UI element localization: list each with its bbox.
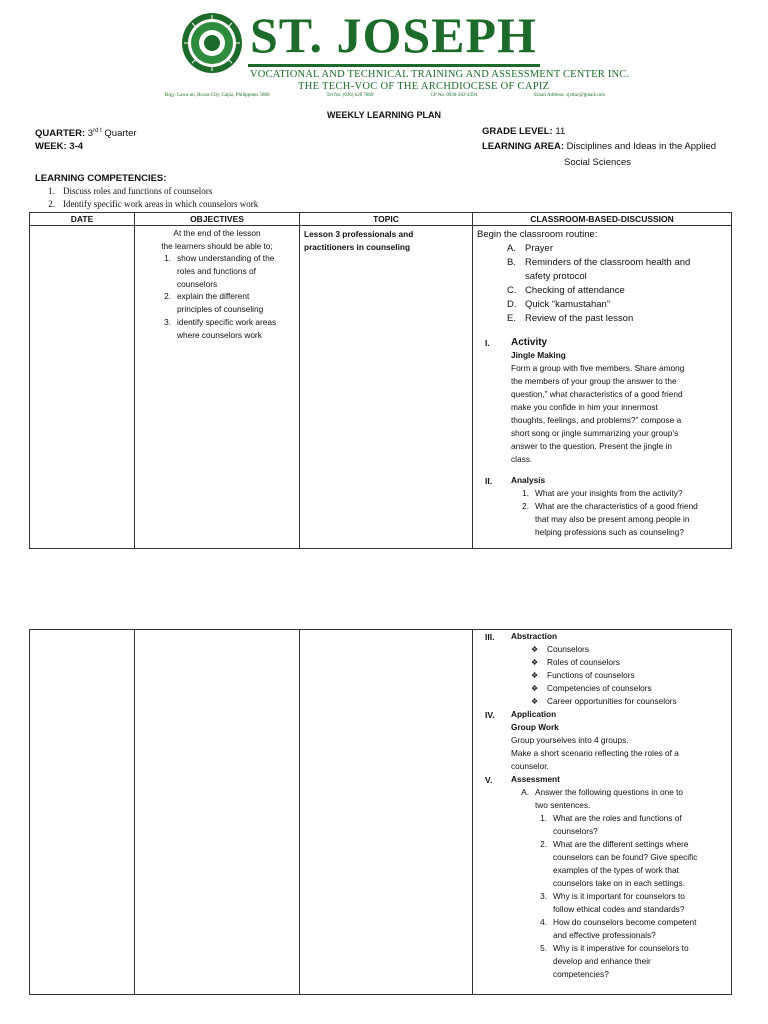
item-text xyxy=(525,256,690,284)
line: Answer the following questions in one to xyxy=(535,787,684,797)
line: counselors xyxy=(177,278,218,289)
diamond-bullet-icon: ❖ xyxy=(531,684,539,693)
application-section xyxy=(477,708,727,773)
diamond-bullet-icon: ❖ xyxy=(531,658,539,667)
item-text: Quick “kamustahan” xyxy=(525,299,611,310)
item-letter: A. xyxy=(521,787,529,797)
item-text: Functions of counselors xyxy=(547,670,635,680)
quarter-number: 3 xyxy=(87,128,94,140)
line: develop and enhance their xyxy=(553,956,651,966)
paragraph-line: Make a short scenario reflecting the roles of a xyxy=(511,748,679,758)
line: counselors? xyxy=(553,826,598,836)
line: counselors take on in each settings. xyxy=(553,878,685,888)
line: two sentences. xyxy=(535,800,591,810)
date-cell xyxy=(30,226,135,549)
item-number: 1. xyxy=(522,488,529,498)
section-body xyxy=(511,630,727,708)
objectives-intro-line: the learners should be able to; xyxy=(161,240,273,251)
list-item xyxy=(511,500,727,539)
question-item xyxy=(529,942,727,981)
section-subtitle: Jingle Making xyxy=(511,350,566,360)
item-text: Career opportunities for counselors xyxy=(547,696,677,706)
topic-line: Lesson 3 professionals and xyxy=(304,229,414,239)
objectives-intro xyxy=(135,226,299,252)
item-text: Checking of attendance xyxy=(525,285,625,296)
section-numeral: II. xyxy=(485,476,493,486)
paragraph-line: counselor. xyxy=(511,761,549,771)
list-item xyxy=(35,185,258,198)
section-numeral: III. xyxy=(485,632,495,642)
item-number: 3. xyxy=(540,891,547,901)
list-item xyxy=(135,290,299,316)
item-text xyxy=(177,252,274,290)
line: How do counselors become competent xyxy=(553,917,697,927)
item-number: 2. xyxy=(48,199,55,209)
objectives-cell xyxy=(135,226,300,549)
competencies-list xyxy=(35,185,258,211)
line: Why is it important for counselors to xyxy=(553,891,685,901)
section-title: Activity xyxy=(511,337,548,348)
list-item xyxy=(507,312,727,326)
learning-area-label: LEARNING AREA: xyxy=(482,141,564,152)
section-title: Analysis xyxy=(511,475,546,485)
paragraph-line: Group yourselves into 4 groups. xyxy=(511,735,629,745)
paragraph-line: answer to the question. Present the jingle in xyxy=(511,441,672,451)
table-row xyxy=(30,630,732,995)
telephone: Tel No. (036) 620 7809 xyxy=(326,93,374,98)
contact-info xyxy=(165,93,605,98)
section-body xyxy=(511,474,727,539)
question-item xyxy=(529,890,727,916)
quarter-suffix: rd t xyxy=(93,128,102,134)
line: helping professions such as counseling? xyxy=(535,527,684,537)
objectives-cell xyxy=(135,630,300,995)
header-discussion: CLASSROOM-BASED-DISCUSSION xyxy=(473,213,732,226)
item-text xyxy=(177,316,276,342)
objectives-intro-line: At the end of the lesson xyxy=(173,228,261,238)
routine-list xyxy=(507,242,727,326)
list-item xyxy=(35,198,258,211)
line: What are the characteristics of a good friend xyxy=(535,501,698,511)
item-letter: C. xyxy=(507,285,517,296)
line: and effective professionals? xyxy=(553,930,656,940)
line: where counselors work xyxy=(177,329,262,340)
list-item xyxy=(531,682,727,695)
topic-line: practitioners in counseling xyxy=(304,242,411,252)
line: What are the different settings where xyxy=(553,839,689,849)
list-item xyxy=(135,252,299,290)
list-item xyxy=(511,786,727,812)
item-text xyxy=(553,942,689,981)
list-item xyxy=(507,298,727,312)
item-text: Prayer xyxy=(525,243,553,254)
plan-table-page-1 xyxy=(29,212,732,549)
paragraph-line: the members of your group the answer to the xyxy=(511,376,677,386)
item-text xyxy=(177,290,263,316)
abstraction-section xyxy=(477,630,727,708)
activity-section xyxy=(477,336,727,466)
analysis-section xyxy=(477,474,727,539)
topic-text xyxy=(300,226,472,256)
paragraph-line: thoughts, feelings, and problems?” compose a xyxy=(511,415,682,425)
line: show understanding of the xyxy=(177,253,275,263)
cellphone: CP No. 0930-262-4394 xyxy=(430,93,478,98)
table-row xyxy=(30,226,732,549)
question-item xyxy=(529,812,727,838)
section-title: Abstraction xyxy=(511,631,558,641)
diamond-bullet-icon: ❖ xyxy=(531,697,539,706)
document-title: WEEKLY LEARNING PLAN xyxy=(326,110,441,120)
brand-title: ST. JOSEPH xyxy=(250,7,537,63)
item-number: 3. xyxy=(164,316,171,327)
plan-table-page-2 xyxy=(29,629,732,995)
line: competencies? xyxy=(553,969,609,979)
topic-cell xyxy=(300,226,473,549)
grade-line xyxy=(482,124,565,139)
paragraph-line: class. xyxy=(511,454,533,464)
section-subtitle: Group Work xyxy=(511,722,559,732)
learning-area-value: Disciplines and Ideas in the Applied xyxy=(566,141,717,152)
list-item xyxy=(511,487,727,500)
item-number: 4. xyxy=(540,917,547,927)
section-numeral: V. xyxy=(485,775,493,785)
paragraph-line: make you confide in him your innermost xyxy=(511,402,658,412)
item-text: Review of the past lesson xyxy=(525,313,634,324)
line: follow ethical codes and standards? xyxy=(553,904,685,914)
brand-tagline: THE TECH-VOC OF THE ARCHDIOCESE OF CAPIZ xyxy=(298,81,550,92)
section-numeral: IV. xyxy=(485,710,495,720)
paragraph-line: Form a group with five members. Share among xyxy=(511,363,685,373)
assessment-section xyxy=(477,773,727,981)
item-text xyxy=(535,786,683,812)
line: What are the roles and functions of xyxy=(553,813,682,823)
item-text xyxy=(535,500,698,539)
header-date: DATE xyxy=(30,213,135,226)
item-number: 2. xyxy=(164,291,171,302)
discussion-content xyxy=(473,630,731,981)
item-text xyxy=(553,916,696,942)
diamond-bullet-icon: ❖ xyxy=(531,671,539,680)
list-item xyxy=(531,643,727,656)
paragraph-line: question,” what characteristics of a good friend xyxy=(511,389,683,399)
item-letter: E. xyxy=(507,313,516,324)
paragraph-line: short song or jingle summarizing your group’s xyxy=(511,428,679,438)
grade-label: GRADE LEVEL: xyxy=(482,126,553,137)
diamond-bullet-icon: ❖ xyxy=(531,645,539,654)
week-value: 3-4 xyxy=(69,141,84,152)
line: principles of counseling xyxy=(177,304,264,315)
quarter-label: QUARTER: xyxy=(35,128,86,140)
item-number: 2. xyxy=(540,839,547,849)
item-number: 1. xyxy=(540,813,547,823)
section-title: Application xyxy=(511,709,557,719)
item-number: 2. xyxy=(522,501,529,511)
discussion-cell xyxy=(473,630,732,995)
section-body xyxy=(511,336,727,466)
line: counselors can be found? Give specific xyxy=(553,852,698,862)
line: Reminders of the classroom health and xyxy=(525,257,691,268)
list-item xyxy=(507,242,727,256)
item-number: 1. xyxy=(48,186,55,196)
routine-intro: Begin the classroom routine: xyxy=(477,229,598,240)
list-item xyxy=(507,284,727,298)
topic-cell xyxy=(300,630,473,995)
learning-area-line xyxy=(482,139,716,154)
item-text: Discuss roles and functions of counselors xyxy=(63,186,213,196)
line: that may also be present among people in xyxy=(535,514,690,524)
header-objectives: OBJECTIVES xyxy=(135,213,300,226)
table-header-row xyxy=(30,213,732,226)
item-text: Roles of counselors xyxy=(547,657,620,667)
list-item xyxy=(531,656,727,669)
discussion-content xyxy=(473,226,731,539)
header-topic: TOPIC xyxy=(300,213,473,226)
list-item xyxy=(531,695,727,708)
item-letter: A. xyxy=(507,243,516,254)
date-cell xyxy=(30,630,135,995)
item-text: Identify specific work areas in which counselors work xyxy=(63,199,259,209)
brand-underline xyxy=(248,64,540,67)
item-text xyxy=(553,890,685,916)
line: safety protocol xyxy=(525,271,587,282)
discussion-cell xyxy=(473,226,732,549)
question-item xyxy=(529,838,727,890)
question-item xyxy=(529,916,727,942)
week-line xyxy=(35,139,83,154)
school-seal-logo xyxy=(181,12,243,74)
item-number: 1. xyxy=(164,253,171,263)
week-label: WEEK: xyxy=(35,141,67,152)
address: Brgy. Lawa-an, Roxas City, Capiz, Philippines 5800 xyxy=(165,93,270,98)
section-numeral: I. xyxy=(485,338,490,348)
quarter-text: Quarter xyxy=(104,128,137,140)
item-text: Competencies of counselors xyxy=(547,683,652,693)
item-number: 5. xyxy=(540,943,547,953)
section-body xyxy=(511,773,727,981)
brand-subtitle: VOCATIONAL AND TECHNICAL TRAINING AND ASSESSMENT CENTER INC. xyxy=(250,69,630,80)
list-item xyxy=(531,669,727,682)
line: roles and functions of xyxy=(177,265,256,276)
item-text: Counselors xyxy=(547,644,589,654)
line: identify specific work areas xyxy=(177,316,277,327)
item-text xyxy=(553,812,682,838)
list-item xyxy=(135,316,299,342)
list-item xyxy=(507,256,727,284)
email: Email Address: sjvttac@gmail.com xyxy=(534,93,605,98)
section-body xyxy=(511,708,727,773)
line: explain the different xyxy=(177,291,250,302)
item-text: What are your insights from the activity? xyxy=(535,488,683,498)
section-title: Assessment xyxy=(511,774,560,784)
item-text xyxy=(553,838,697,890)
objectives-list xyxy=(135,252,299,342)
competencies-label: LEARNING COMPETENCIES: xyxy=(35,173,167,184)
item-letter: B. xyxy=(507,257,516,268)
learning-area-value-cont: Social Sciences xyxy=(564,157,632,168)
grade-value: 11 xyxy=(555,126,566,137)
item-letter: D. xyxy=(507,299,517,310)
line: examples of the types of work that xyxy=(553,865,679,875)
line: Why is it imperative for counselors to xyxy=(553,943,689,953)
